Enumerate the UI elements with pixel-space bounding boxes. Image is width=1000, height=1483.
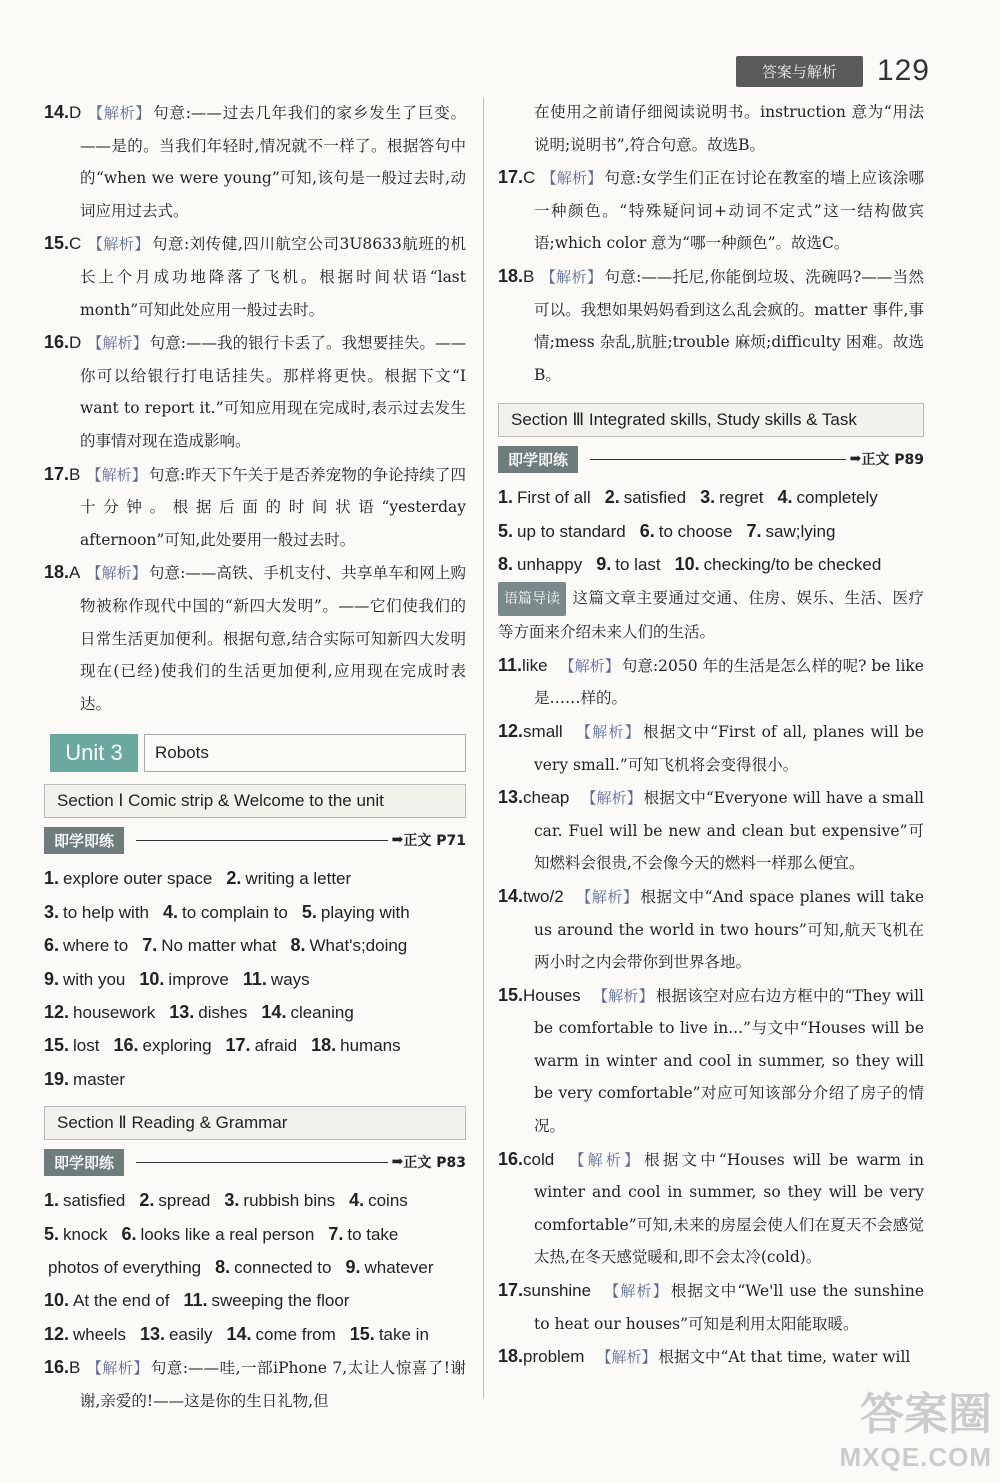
- answer-number: 18.: [311, 1035, 337, 1056]
- answer-item: [215, 1258, 331, 1277]
- answer-letter: B: [523, 266, 535, 286]
- answer-item: [226, 1325, 335, 1344]
- answer-text: coins: [368, 1191, 408, 1211]
- answer-number: 3.: [44, 901, 60, 922]
- answer-number: 15.: [349, 1323, 375, 1344]
- guide-text: 这篇文章主要通过交通、住房、娱乐、生活、医疗等方面来介绍未来人们的生活。: [498, 588, 924, 642]
- answer-number: 8.: [290, 935, 306, 956]
- reading-guide: [498, 582, 924, 649]
- answer-text: completely: [796, 488, 878, 508]
- answer-item: [498, 488, 591, 507]
- answer-text: sweeping the floor: [211, 1291, 350, 1311]
- answer-text: come from: [255, 1324, 336, 1344]
- answer-item: [596, 555, 660, 574]
- question-18: [44, 556, 466, 720]
- practice-bar: [498, 445, 924, 473]
- question-number: 16.: [44, 332, 70, 353]
- right-column: [498, 96, 924, 1374]
- question-number: 14.: [498, 885, 524, 906]
- question-14: [498, 880, 924, 979]
- answer-letter: A: [69, 563, 81, 583]
- answer-item: [169, 1003, 247, 1022]
- analysis-text: 句意:——我的银行卡丢了。我想要挂失。——你可以给银行打电话挂失。那样将更快。根据下文“I want to report it.”可知应用现在完成时,表示过去发生的事情对现在造成影响。: [80, 334, 466, 450]
- question-number: 18.: [498, 265, 524, 286]
- continuation-text: 在使用之前请仔细阅读说明书。instruction 意为“用法说明;说明书”,符合句意。故选B。: [534, 103, 924, 154]
- answer-text: afraid: [254, 1036, 298, 1056]
- analysis-tag: 【解析】: [559, 656, 620, 675]
- analysis-text: 根据文中“Everyone will have a small car. Fuel will be new and clean but expensive”可知燃料会很贵,不会像今天的燃料一样那么便宜。: [534, 789, 924, 873]
- answer-text: rubbish bins: [243, 1191, 336, 1211]
- analysis-text: 根据文中“At that time, water will: [658, 1348, 911, 1367]
- answer-text: ways: [270, 969, 310, 989]
- analysis-text: 句意:——托尼,你能倒垃圾、洗碗吗?——当然可以。我想如果妈妈看到这么乱会疯的。matter 事件,事情;mess 杂乱,肮脏;trouble 麻烦;difficulty 困难。故选B。: [534, 267, 924, 384]
- analysis-tag: 【解析】: [574, 722, 642, 741]
- practice-badge: 即学即练: [498, 446, 578, 473]
- answer-number: 7.: [328, 1223, 344, 1244]
- answer-item: [44, 1225, 107, 1244]
- analysis-text: 根据文中“First of all, planes will be very small.”可知飞机将会变得很小。: [534, 722, 924, 774]
- answer-item: [139, 970, 229, 989]
- analysis-text: 句意:女学生们正在讨论在教室的墙上应该涂哪一种颜色。“特殊疑问词+动词不定式”这一结构做宾语;which color 意为“哪一种颜色”。故选C。: [534, 169, 924, 253]
- answer-item: [226, 1036, 298, 1055]
- answer-text: unhappy: [517, 555, 583, 575]
- answer-word: two/2: [523, 886, 564, 906]
- question-number: 15.: [44, 233, 70, 254]
- analysis-tag: 【解析】: [87, 104, 152, 122]
- header-badge: 答案与解析: [736, 56, 863, 87]
- answer-number: 5.: [498, 520, 514, 541]
- practice-line: [136, 840, 388, 841]
- question-11: [498, 649, 924, 715]
- question-number: 13.: [498, 787, 524, 808]
- answer-text: to last: [615, 555, 661, 575]
- watermark: [840, 1378, 992, 1473]
- answer-item: [498, 522, 626, 541]
- question-14: [44, 96, 466, 227]
- answer-text: wheels: [73, 1324, 126, 1344]
- analysis-text: 根据文中“And space planes will take us around the world in two hours”可知,航天飞机在两小时之内会带你到世界各地。: [534, 887, 924, 972]
- question-17: [498, 1274, 924, 1340]
- answer-text: saw;lying: [765, 521, 836, 541]
- answer-item: [139, 1191, 210, 1210]
- answer-number: 10.: [44, 1290, 70, 1311]
- answer-text: First of all: [517, 488, 591, 508]
- page-number: 129: [876, 54, 930, 87]
- analysis-tag: 【解析】: [581, 789, 642, 808]
- answer-item: [44, 1291, 169, 1310]
- question-number: 18.: [498, 1346, 524, 1367]
- analysis-tag: 【解析】: [87, 334, 148, 353]
- analysis-list: [498, 649, 924, 1374]
- answer-word: cheap: [523, 788, 570, 808]
- answer-item: [44, 1070, 125, 1089]
- answer-list: [44, 1184, 466, 1351]
- answer-item: [44, 1003, 155, 1022]
- analysis-tag: 【解析】: [87, 235, 150, 254]
- answer-number: 1.: [44, 868, 60, 889]
- answer-letter: C: [69, 234, 82, 254]
- answer-row: [44, 1251, 466, 1284]
- answer-number: 2.: [226, 868, 242, 889]
- arrow-icon: ➡: [391, 1154, 404, 1171]
- answer-row: [44, 1063, 466, 1096]
- question-13: [498, 781, 924, 880]
- question-number: 16.: [44, 1357, 70, 1378]
- answer-number: 9.: [596, 554, 612, 575]
- answer-number: 1.: [498, 487, 514, 508]
- answer-item: [345, 1258, 433, 1277]
- question-17: [498, 161, 924, 260]
- answer-text: up to standard: [517, 521, 626, 541]
- analysis-tag: 【解析】: [596, 1348, 657, 1367]
- answer-word: like: [522, 655, 548, 675]
- answer-text: where to: [63, 936, 129, 956]
- practice-badge: 即学即练: [44, 1149, 124, 1176]
- answer-item: [224, 1191, 335, 1210]
- answer-number: 14.: [261, 1001, 287, 1022]
- answer-word: cold: [523, 1149, 555, 1169]
- answer-item: [498, 555, 582, 574]
- answer-item: [226, 869, 351, 888]
- answer-text: explore outer space: [63, 869, 213, 889]
- answer-number: 4.: [163, 901, 179, 922]
- answer-number: 11.: [242, 968, 267, 989]
- answer-text: humans: [340, 1036, 401, 1056]
- question-number: 14.: [44, 102, 70, 122]
- analysis-tag: 【解析】: [575, 887, 639, 906]
- answer-letter: D: [69, 103, 82, 122]
- answer-number: 12.: [44, 1323, 70, 1344]
- answer-number: 8.: [498, 554, 514, 575]
- answer-item: [700, 488, 763, 507]
- answer-row: [44, 862, 466, 895]
- answer-item: [44, 869, 212, 888]
- answer-row: [498, 515, 924, 548]
- answer-text: to take: [347, 1224, 399, 1244]
- analysis-tag: 【解析】: [86, 564, 147, 583]
- answer-number: 4.: [349, 1190, 365, 1211]
- answer-item: [328, 1225, 398, 1244]
- answer-item: [44, 970, 125, 989]
- answer-item: [350, 1325, 429, 1344]
- answer-text: writing a letter: [245, 869, 352, 889]
- answer-number: 13.: [139, 1323, 165, 1344]
- answer-text: looks like a real person: [140, 1224, 315, 1244]
- answer-row: [498, 481, 924, 514]
- analysis-tag: 【解析】: [566, 1150, 643, 1169]
- question-16: [498, 1143, 924, 1274]
- answer-number: 3.: [700, 487, 716, 508]
- analysis-tag: 【解析】: [86, 465, 147, 484]
- answer-item: [142, 936, 276, 955]
- answer-text: cleaning: [290, 1002, 354, 1022]
- answer-number: 10.: [139, 968, 165, 989]
- question-18: [498, 260, 924, 391]
- answer-item: [778, 488, 878, 507]
- answer-number: 10.: [674, 554, 700, 575]
- answer-number: 3.: [224, 1190, 240, 1211]
- section-title: Section Ⅲ Integrated skills, Study skills & Task: [498, 403, 924, 437]
- answer-number: 8.: [215, 1256, 231, 1277]
- answer-text: No matter what: [161, 936, 277, 956]
- answer-text: to choose: [658, 521, 733, 541]
- analysis-text: 根据文中“Houses will be warm in winter and cool in summer, so they will be very comfortable”可知,未来的房屋会使人们在夏天不会感觉太热,在冬天感觉暖和,即不会太冷(cold)。: [534, 1150, 924, 1267]
- answer-letter: B: [69, 464, 81, 484]
- question-16b: [44, 1351, 466, 1417]
- practice-bar: [44, 826, 466, 854]
- analysis-text: 句意:2050 年的生活是怎么样的呢? be like 是……样的。: [534, 656, 924, 708]
- answer-text: regret: [719, 488, 764, 508]
- answer-word: sunshine: [523, 1281, 592, 1301]
- answer-number: 19.: [44, 1068, 70, 1089]
- question-16: [44, 326, 466, 457]
- analysis-text: 句意:——哇,一部iPhone 7,太让人惊喜了!谢谢,亲爱的!——这是你的生日礼物,但: [80, 1359, 466, 1410]
- analysis-tag: 【解析】: [603, 1282, 669, 1301]
- answer-text: satisfied: [623, 488, 687, 508]
- question-17: [44, 458, 466, 557]
- page-reference: 正文 P89: [861, 452, 924, 469]
- answer-text: dishes: [198, 1002, 248, 1022]
- answer-item: [746, 522, 835, 541]
- answer-text: satisfied: [63, 1191, 126, 1211]
- answer-text: knock: [63, 1224, 108, 1244]
- answer-item: [44, 936, 128, 955]
- answer-text: playing with: [320, 902, 410, 922]
- analysis-tag: 【解析】: [540, 267, 603, 286]
- answer-row: [44, 963, 466, 996]
- answer-list: [498, 481, 924, 581]
- question-number: 12.: [498, 720, 524, 741]
- question-number: 18.: [44, 562, 70, 583]
- answer-number: 6.: [639, 520, 655, 541]
- answer-text: checking/to be checked: [703, 555, 882, 575]
- answer-item: [140, 1325, 213, 1344]
- answer-text: improve: [168, 969, 229, 989]
- answer-item: [675, 555, 882, 574]
- answer-text: lost: [73, 1036, 100, 1056]
- answer-text: easily: [168, 1324, 213, 1344]
- question-number: 16.: [498, 1148, 524, 1169]
- section-title: Section Ⅱ Reading & Grammar: [44, 1106, 466, 1140]
- analysis-text: 根据该空对应右边方框中的“They will be comfortable to live in...”与文中“Houses will be warm in winter and cool in summer, so they will be very comfortable”对应可知该部分介绍了房子的情况。: [534, 986, 924, 1136]
- answer-item: [605, 488, 686, 507]
- answer-row: [44, 1318, 466, 1351]
- arrow-icon: ➡: [391, 832, 404, 849]
- answer-item: [640, 522, 733, 541]
- question-18: [498, 1340, 924, 1374]
- page-reference: 正文 P71: [403, 833, 466, 850]
- answer-item: [44, 1036, 100, 1055]
- answer-number: 5.: [301, 901, 317, 922]
- answer-word: Houses: [523, 985, 581, 1005]
- answer-item: [291, 936, 408, 955]
- answer-item: [121, 1225, 314, 1244]
- answer-text: master: [73, 1069, 125, 1089]
- analysis-text: 句意:——过去几年我们的家乡发生了巨变。——是的。当我们年轻时,情况就不一样了。根据答句中的“when we were young”可知,该句是一般过去时,动词应用过去式。: [80, 104, 466, 220]
- answer-row: [44, 996, 466, 1029]
- answer-row: [44, 1284, 466, 1317]
- answer-item: [44, 903, 149, 922]
- answer-list: [44, 862, 466, 1096]
- practice-line: [590, 459, 846, 460]
- question-number: 15.: [498, 984, 524, 1005]
- practice-bar: [44, 1148, 466, 1176]
- answer-row: [44, 1184, 466, 1217]
- answer-letter: B: [69, 1358, 81, 1378]
- analysis-text: 句意:刘传健,四川航空公司3U8633航班的机长上个月成功地降落了飞机。根据时间状语“last month”可知此处应用一般过去时。: [80, 235, 466, 319]
- practice-badge: 即学即练: [44, 827, 124, 854]
- question-number: 11.: [498, 654, 523, 675]
- answer-item: [44, 1191, 125, 1210]
- answer-text: photos of everything: [48, 1257, 202, 1277]
- watermark-url: MXQE.COM: [839, 1442, 992, 1472]
- analysis-tag: 【解析】: [592, 986, 654, 1005]
- guide-tag: 语篇导读: [498, 582, 566, 617]
- answer-text: What's;doing: [309, 936, 408, 956]
- answer-item: [349, 1191, 408, 1210]
- answer-row: [44, 929, 466, 962]
- answer-number: 7.: [142, 935, 158, 956]
- question-number: 17.: [44, 463, 70, 484]
- answer-text: At the end of: [73, 1291, 170, 1311]
- question-number: 17.: [498, 167, 524, 188]
- question-12: [498, 715, 924, 781]
- answer-item: [311, 1036, 401, 1055]
- answer-number: 2.: [139, 1190, 155, 1211]
- left-column: [44, 96, 466, 1417]
- answer-row: [44, 896, 466, 929]
- answer-item: [261, 1003, 353, 1022]
- analysis-text: 根据文中“We'll use the sunshine to heat our houses”可知是利用太阳能取暖。: [534, 1282, 924, 1333]
- answer-item: [163, 903, 288, 922]
- answer-number: 17.: [225, 1035, 251, 1056]
- question-number: 17.: [498, 1280, 524, 1301]
- answer-number: 7.: [746, 520, 762, 541]
- page-reference: 正文 P83: [403, 1155, 466, 1172]
- answer-text: to complain to: [182, 902, 288, 922]
- answer-text: take in: [378, 1324, 429, 1344]
- answer-number: 1.: [44, 1190, 60, 1211]
- answer-text: connected to: [234, 1257, 332, 1277]
- answer-number: 15.: [44, 1035, 70, 1056]
- answer-text: whatever: [364, 1257, 434, 1277]
- answer-word: problem: [523, 1347, 585, 1367]
- answer-item: [183, 1291, 349, 1310]
- answer-number: 11.: [183, 1290, 208, 1311]
- answer-item: [302, 903, 410, 922]
- answer-text: with you: [63, 969, 126, 989]
- answer-item: [243, 970, 310, 989]
- answer-item: [44, 1325, 126, 1344]
- answer-number: 6.: [44, 935, 60, 956]
- answer-number: 9.: [345, 1256, 361, 1277]
- answer-number: 4.: [777, 487, 793, 508]
- answer-letter: D: [69, 333, 82, 353]
- page-header: [736, 54, 930, 88]
- answer-number: 13.: [169, 1001, 195, 1022]
- answer-row: [498, 548, 924, 581]
- column-divider: [483, 98, 484, 1398]
- arrow-icon: ➡: [849, 451, 862, 468]
- unit-title: Robots: [144, 734, 466, 772]
- analysis-tag: 【解析】: [541, 169, 603, 188]
- analysis-tag: 【解析】: [86, 1359, 149, 1378]
- question-15: [44, 227, 466, 326]
- unit-label: Unit 3: [50, 734, 138, 772]
- answer-number: 9.: [44, 968, 60, 989]
- unit-header: [50, 734, 466, 772]
- answer-text: housework: [73, 1002, 156, 1022]
- answer-number: 16.: [113, 1035, 139, 1056]
- answer-letter: C: [523, 168, 536, 188]
- answer-text: to help with: [63, 902, 150, 922]
- section-title: Section Ⅰ Comic strip & Welcome to the unit: [44, 784, 466, 818]
- answer-number: 2.: [604, 487, 620, 508]
- analysis-text: 句意:——高铁、手机支付、共享单车和网上购物被称作现代中国的“新四大发明”。——它们使我们的日常生活更加便利。根据句意,结合实际可知新四大发明现在(已经)使我们的生活更加便利,应用现在完成时表达。: [80, 564, 466, 713]
- answer-number: 12.: [44, 1001, 70, 1022]
- answer-number: 14.: [226, 1323, 252, 1344]
- practice-line: [136, 1162, 388, 1163]
- answer-number: 5.: [44, 1223, 60, 1244]
- answer-word: small: [523, 721, 563, 741]
- answer-number: 6.: [121, 1223, 137, 1244]
- watermark-logo: 答案圈: [860, 1389, 992, 1440]
- analysis-text: 句意:昨天下午关于是否养宠物的争论持续了四十分钟。根据后面的时间状语“yesterday afternoon”可知,此处要用一般过去时。: [80, 465, 466, 549]
- answer-text: exploring: [142, 1036, 212, 1056]
- answer-row: [44, 1218, 466, 1251]
- answer-row: [44, 1029, 466, 1062]
- answer-item: [44, 1258, 201, 1277]
- answer-text: spread: [158, 1191, 211, 1211]
- answer-item: [114, 1036, 212, 1055]
- question-15: [498, 979, 924, 1143]
